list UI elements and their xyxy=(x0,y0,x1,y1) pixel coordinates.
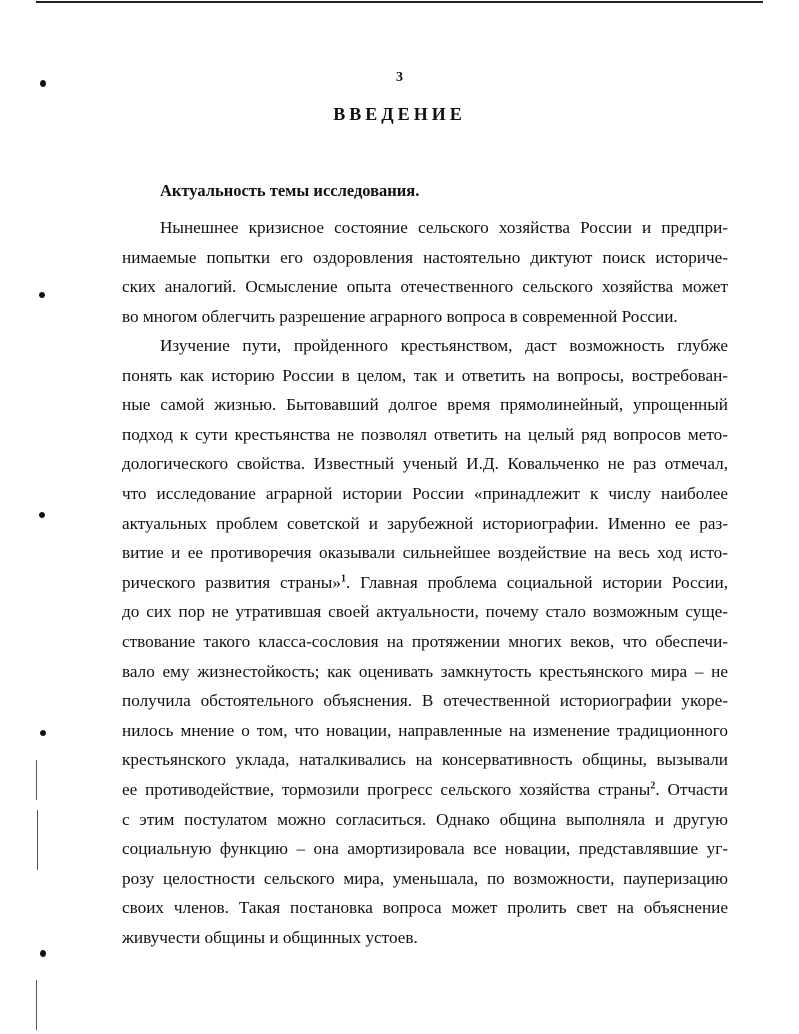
text-line: витие и ее противоречия оказывали сильнейшее воздействие на весь ход исто- xyxy=(122,543,728,563)
binding-hole-mark xyxy=(40,80,46,87)
scan-edge-line xyxy=(36,980,37,1030)
text-line-footnote-1 xyxy=(122,568,728,598)
text-line: Изучение пути, пройденного крестьянством, даст возможность глубже xyxy=(160,336,728,355)
text-line: социальную функцию – она амортизировала все новации, представлявшие уг- xyxy=(122,839,728,859)
footnote-marker-1: 1 xyxy=(340,573,346,585)
text-line: живучести общины и общинных устоев. xyxy=(122,927,418,947)
text-line: нилось мнение о том, что новации, направленные на изменение традиционного xyxy=(122,720,728,740)
text-line: с этим постулатом можно согласиться. Однако община выполняла и другую xyxy=(122,809,728,829)
binding-hole-mark xyxy=(40,950,46,957)
text-line: получила обстоятельного объяснения. В отечественной историографии укоре- xyxy=(122,691,728,711)
binding-hole-mark xyxy=(40,730,46,736)
text-line-footnote-2 xyxy=(122,775,728,805)
scan-edge-line xyxy=(37,810,38,870)
text-line: подход к сути крестьянства не позволял ответить на целый ряд вопросов мето- xyxy=(122,424,728,444)
page-title: ВВЕДЕНИЕ xyxy=(333,104,466,124)
text-line: ствование такого класса-сословия на протяжении многих веков, что обеспечи- xyxy=(122,631,728,651)
text-fragment: ее противодействие, тормозили прогресс сельского хозяйства страны xyxy=(122,779,651,799)
text-line: ные самой жизнью. Бытовавший долгое время прямолинейный, упрощенный xyxy=(122,395,728,415)
top-rule xyxy=(36,1,763,3)
text-line: своих членов. Такая постановка вопроса может пролить свет на объяснение xyxy=(122,898,728,918)
scan-edge-line xyxy=(36,760,37,800)
text-line: актуальных проблем советской и зарубежной историографии. Именно ее раз- xyxy=(122,513,728,533)
footnote-marker-2: 2 xyxy=(650,780,656,792)
text-line: розу целостности сельского мира, уменьшала, по возможности, пауперизацию xyxy=(122,868,728,888)
text-line: крестьянского уклада, наталкивались на консервативность общины, вызывали xyxy=(122,750,728,770)
text-fragment: рического развития страны» xyxy=(122,572,341,592)
text-line: до сих пор не утратившая своей актуальности, почему стало возможным суще- xyxy=(122,602,728,622)
text-line: вало ему жизнестойкость; как оценивать замкнутость крестьянского мира – не xyxy=(122,661,728,681)
text-line: что исследование аграрной истории России «принадлежит к числу наиболее xyxy=(122,483,728,503)
section-heading: Актуальность темы исследования. xyxy=(160,181,420,200)
text-line: Нынешнее кризисное состояние сельского хозяйства России и предпри- xyxy=(160,218,728,237)
text-line: нимаемые попытки его оздоровления настоятельно диктуют поиск историче- xyxy=(122,247,728,267)
binding-hole-mark xyxy=(39,512,45,518)
text-line: дологического свойства. Известный ученый И.Д. Ковальченко не раз отмечал, xyxy=(122,454,728,474)
paragraph-1 xyxy=(122,213,728,331)
text-line: во многом облегчить разрешение аграрного вопроса в современной России. xyxy=(122,306,678,326)
binding-hole-mark xyxy=(39,292,45,298)
text-line: ских аналогий. Осмысление опыта отечественного сельского хозяйства может xyxy=(122,277,728,297)
text-fragment: . Главная проблема социальной истории России, xyxy=(345,572,729,592)
page-number: 3 xyxy=(396,70,403,85)
paragraph-2 xyxy=(122,331,728,952)
text-fragment: . Отчасти xyxy=(655,779,729,799)
text-line: понять как историю России в целом, так и ответить на вопросы, востребован- xyxy=(122,365,728,385)
